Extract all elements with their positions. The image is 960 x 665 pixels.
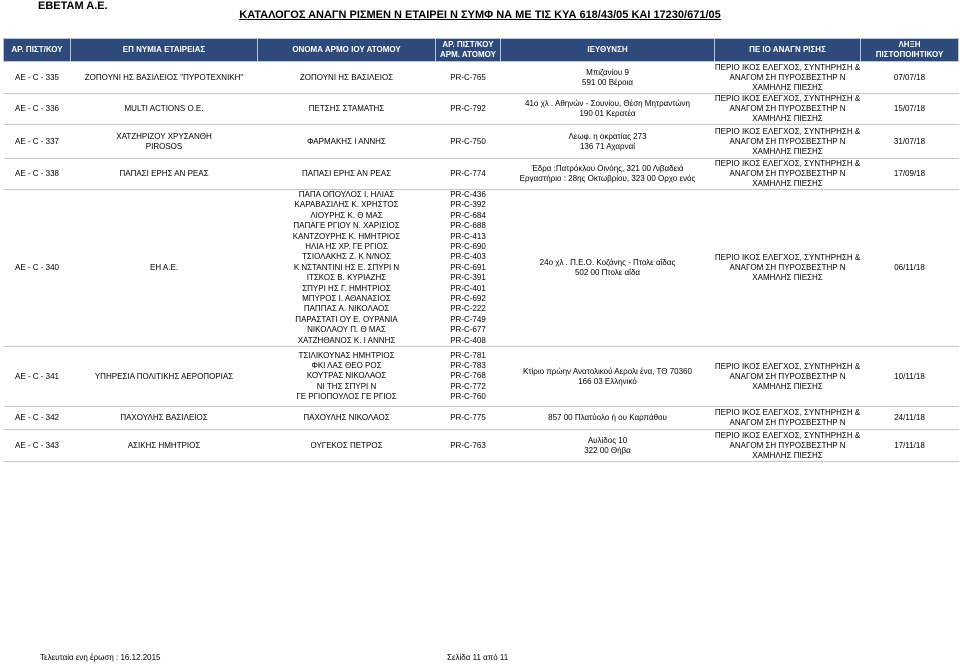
organization-name: ΕΒΕΤΑΜ Α.Ε. <box>38 0 108 12</box>
company-name: ΖΟΠΟΥΝΙ ΗΣ ΒΑΣΙΛΕΙΟΣ "ΠΥΡΟΤΕΧΝΙΚΗ" <box>71 62 258 94</box>
cert-number: ΑΕ - C - 343 <box>4 430 71 462</box>
address-line: Έδρα :Πατρόκλου Οινόης, 321 00 Λιβαδειά <box>531 164 684 173</box>
address-line: 591 00 Βέροια <box>582 77 633 87</box>
scope-line: ΧΑΜΗΛΗΣ ΠΙΕΣΗΣ <box>752 381 823 391</box>
responsible-person <box>258 190 436 347</box>
company-name: ΕΗ Α.Ε. <box>71 190 258 347</box>
person-cert-code: PR-C-765 <box>436 62 501 94</box>
scope-line: ΠΕΡΙΟ ΙΚΟΣ ΕΛΕΓΧΟΣ, ΣΥΝΤΗΡΗΣΗ & <box>714 62 861 72</box>
scope-line: ΠΕΡΙΟ ΙΚΟΣ ΕΛΕΓΧΟΣ, ΣΥΝΤΗΡΗΣΗ & <box>714 94 861 103</box>
code-line: PR-C-436 <box>450 190 486 199</box>
header-person-cert <box>436 39 501 62</box>
address-line: Μπιζανίου 9 <box>586 67 629 77</box>
code-line: PR-C-692 <box>450 294 486 304</box>
person-line: ΤΣΙΟΛΑΚΗΣ Ζ. Κ Ν/ΝΟΣ <box>302 252 391 262</box>
address-line: Λεωφ. η οκρατίας 273 <box>568 131 647 141</box>
code-line: PR-C-691 <box>450 262 486 272</box>
header-cert-no: ΑΡ. ΠΙΣΤ/ΚΟΥ <box>4 39 71 62</box>
table-row <box>4 190 959 347</box>
table-row <box>4 125 959 159</box>
code-line: PR-C-401 <box>450 283 486 293</box>
address <box>501 159 715 190</box>
responsible-person: ΠΕΤΣΗΣ ΣΤΑΜΑΤΗΣ <box>258 94 436 125</box>
expiry-date: 15/07/18 <box>861 94 959 125</box>
person-line: ΓΕ ΡΓΙΟΠΟΥΛΟΣ ΓΕ ΡΓΙΟΣ <box>296 392 397 402</box>
expiry-date: 06/11/18 <box>861 190 959 347</box>
header-person-cert-line: ΑΡ. ΠΙΣΤ/ΚΟΥ <box>442 40 494 49</box>
code-line: PR-C-688 <box>450 221 486 231</box>
person-line: ΠΑΠΠΑΣ Α. ΝΙΚΟΛΑΟΣ <box>303 304 390 314</box>
table-row <box>4 94 959 125</box>
header-expiry-line: ΠΙΣΤΟΠΟΙΗΤΙΚΟΥ <box>875 50 944 59</box>
cert-number: ΑΕ - C - 338 <box>4 159 71 190</box>
expiry-date: 10/11/18 <box>861 347 959 407</box>
scope-line: ΑΝΑΓΟΜ ΣΗ ΠΥΡΟΣΒΕΣΤΗΡ Ν <box>729 169 846 178</box>
cert-number: ΑΕ - C - 342 <box>4 407 71 430</box>
person-cert-code <box>436 347 501 407</box>
recognition-scope <box>715 347 861 407</box>
code-line: PR-C-772 <box>450 381 486 391</box>
person-line: ΚΟΥΤΡΑΣ ΝΙΚΟΛΑΟΣ <box>306 371 387 381</box>
person-cert-code: PR-C-750 <box>436 125 501 159</box>
registry-table <box>3 38 959 462</box>
company-name-line: PIROSOS <box>145 141 183 151</box>
last-updated: Τελευταία ενη έρωση : 16.12.2015 <box>40 653 161 662</box>
cert-number: ΑΕ - C - 337 <box>4 125 71 159</box>
cert-number: ΑΕ - C - 335 <box>4 62 71 94</box>
header-person: ΟΝΟΜΑ ΑΡΜΟ ΙΟΥ ΑΤΟΜΟΥ <box>258 39 436 62</box>
table-row <box>4 62 959 94</box>
code-line: PR-C-768 <box>450 371 486 381</box>
address-line: 502 00 Πτολε αΐδα <box>574 268 641 278</box>
document-title: ΚΑΤΑΛΟΓΟΣ ΑΝΑΓΝ ΡΙΣΜΕΝ Ν ΕΤΑΙΡΕΙ Ν ΣΥΜΦ ΝΑ ΜΕ ΤΙΣ ΚΥΑ 618/43/05 ΚΑΙ 17230/671/05 <box>239 9 721 21</box>
person-line: ΠΑΡΑΣΤΑΤΙ ΟΥ Ε. ΟΥΡΑΝΙΑ <box>295 314 398 324</box>
address <box>501 94 715 125</box>
table-row <box>4 159 959 190</box>
scope-line: ΧΑΜΗΛΗΣ ΠΙΕΣΗΣ <box>752 273 823 283</box>
person-line: ΦΚΙ ΛΑΣ ΘΕΟ ΡΟΣ <box>311 360 382 370</box>
scope-line: ΧΑΜΗΛΗΣ ΠΙΕΣΗΣ <box>752 450 823 460</box>
scope-line: ΧΑΜΗΛΗΣ ΠΙΕΣΗΣ <box>752 146 823 156</box>
address-line: 166 03 Ελληνικό <box>578 376 637 386</box>
scope-line: ΠΕΡΙΟ ΙΚΟΣ ΕΛΕΓΧΟΣ, ΣΥΝΤΗΡΗΣΗ & <box>714 430 861 440</box>
person-cert-code: PR-C-763 <box>436 430 501 462</box>
table-row <box>4 407 959 430</box>
code-line: PR-C-781 <box>450 350 486 360</box>
header-scope: ΠΕ ΙΟ ΑΝΑΓΝ ΡΙΣΗΣ <box>715 39 861 62</box>
person-line: ΗΛΙΑ ΗΣ ΧΡ. ΓΕ ΡΓΙΟΣ <box>305 242 388 252</box>
code-line: PR-C-392 <box>450 200 486 210</box>
scope-line: ΠΕΡΙΟ ΙΚΟΣ ΕΛΕΓΧΟΣ, ΣΥΝΤΗΡΗΣΗ & <box>714 408 861 418</box>
person-line: ΙΤΣΚΟΣ Β. ΚΥΡΙΑΖΗΣ <box>306 273 387 283</box>
scope-line: ΧΑΜΗΛΗΣ ΠΙΕΣΗΣ <box>752 179 823 188</box>
company-name: ΥΠΗΡΕΣΙΑ ΠΟΛΙΤΙΚΗΣ ΑΕΡΟΠΟΡΙΑΣ <box>71 347 258 407</box>
scope-line: ΑΝΑΓΟΜ ΣΗ ΠΥΡΟΣΒΕΣΤΗΡ Ν <box>729 371 846 381</box>
scope-line: ΠΕΡΙΟ ΙΚΟΣ ΕΛΕΓΧΟΣ, ΣΥΝΤΗΡΗΣΗ & <box>714 159 861 168</box>
responsible-person <box>258 347 436 407</box>
address <box>501 430 715 462</box>
code-line: PR-C-222 <box>450 304 486 314</box>
code-line: PR-C-749 <box>450 314 486 324</box>
scope-line: ΑΝΑΓΟΜ ΣΗ ΠΥΡΟΣΒΕΣΤΗΡ Ν <box>729 263 846 273</box>
person-line: ΚΑΝΤΖΟΥΡΗΣ Κ. ΗΜΗΤΡΙΟΣ <box>292 231 401 241</box>
header-person-cert-line: ΑΡΜ. ΑΤΟΜΟΥ <box>439 50 496 59</box>
code-line: PR-C-408 <box>450 335 486 345</box>
header-company: ΕΠ ΝΥΜΙΑ ΕΤΑΙΡΕΙΑΣ <box>71 39 258 62</box>
expiry-date: 31/07/18 <box>861 125 959 159</box>
company-name: ΠΑΧΟΥΛΗΣ ΒΑΣΙΛΕΙΟΣ <box>71 407 258 430</box>
recognition-scope <box>715 159 861 190</box>
code-line: PR-C-760 <box>450 392 486 402</box>
person-cert-code <box>436 190 501 347</box>
expiry-date: 17/09/18 <box>861 159 959 190</box>
code-line: PR-C-684 <box>450 210 486 220</box>
scope-line: ΠΕΡΙΟ ΙΚΟΣ ΕΛΕΓΧΟΣ, ΣΥΝΤΗΡΗΣΗ & <box>714 253 861 263</box>
address-line: Αυλίδος 10 <box>587 435 628 445</box>
address-line: Εργαστήριο : 28ης Οκτωβρίου, 323 00 Ορχο ενός <box>519 174 696 183</box>
person-cert-code: PR-C-775 <box>436 407 501 430</box>
person-line: ΠΑΠΑΓΕ ΡΓΙΟΥ Ν. ΧΑΡΙΣΙΟΣ <box>293 221 400 231</box>
scope-line: ΑΝΑΓΟΜ ΣΗ ΠΥΡΟΣΒΕΣΤΗΡ Ν <box>729 104 846 113</box>
recognition-scope <box>715 125 861 159</box>
address-line: 24ο χλ . Π.Ε.Ο. Κοζάνης - Πτολε αΐδας <box>539 258 676 268</box>
responsible-person: ΦΑΡΜΑΚΗΣ Ι ΑΝΝΗΣ <box>258 125 436 159</box>
cert-number: ΑΕ - C - 336 <box>4 94 71 125</box>
scope-line: ΑΝΑΓΟΜ ΣΗ ΠΥΡΟΣΒΕΣΤΗΡ Ν <box>729 72 846 82</box>
cert-number: ΑΕ - C - 341 <box>4 347 71 407</box>
page-number: Σελίδα 11 από 11 <box>447 653 509 662</box>
responsible-person: ΠΑΧΟΥΛΗΣ ΝΙΚΟΛΑΟΣ <box>258 407 436 430</box>
responsible-person: ΖΟΠΟΥΝΙ ΗΣ ΒΑΣΙΛΕΙΟΣ <box>258 62 436 94</box>
person-line: ΤΣΙΛΙΚΟΥΝΑΣ ΗΜΗΤΡΙΟΣ <box>298 350 395 360</box>
scope-line: ΠΕΡΙΟ ΙΚΟΣ ΕΛΕΓΧΟΣ, ΣΥΝΤΗΡΗΣΗ & <box>714 126 861 136</box>
recognition-scope <box>715 62 861 94</box>
code-line: PR-C-403 <box>450 252 486 262</box>
address <box>501 407 715 430</box>
company-name: ΑΣΙΚΗΣ ΗΜΗΤΡΙΟΣ <box>71 430 258 462</box>
recognition-scope <box>715 430 861 462</box>
person-line: ΠΑΠΑ ΟΠΟΥΛΟΣ Ι. ΗΛΙΑΣ <box>298 190 395 199</box>
address <box>501 190 715 347</box>
recognition-scope <box>715 190 861 347</box>
company-name: ΠΑΠΑΣΙ ΕΡΗΣ ΑΝ ΡΕΑΣ <box>71 159 258 190</box>
expiry-date: 24/11/18 <box>861 407 959 430</box>
header-expiry <box>861 39 959 62</box>
scope-line: ΑΝΑΓΟΜ ΣΗ ΠΥΡΟΣΒΕΣΤΗΡ Ν <box>729 136 846 146</box>
table-row <box>4 430 959 462</box>
person-cert-code: PR-C-792 <box>436 94 501 125</box>
recognition-scope <box>715 94 861 125</box>
table-row <box>4 347 959 407</box>
code-line: PR-C-783 <box>450 360 486 370</box>
address-line: 136 71 Αχαρναί <box>579 141 635 151</box>
person-line: ΝΙ ΤΗΣ ΣΠΥΡΙ Ν <box>316 381 377 391</box>
scope-line: ΧΑΜΗΛΗΣ ΠΙΕΣΗΣ <box>752 82 823 92</box>
scope-line: ΠΕΡΙΟ ΙΚΟΣ ΕΛΕΓΧΟΣ, ΣΥΝΤΗΡΗΣΗ & <box>714 361 861 371</box>
address <box>501 62 715 94</box>
code-line: PR-C-677 <box>450 325 486 335</box>
scope-line: ΑΝΑΓΟΜ ΣΗ ΠΥΡΟΣΒΕΣΤΗΡ Ν <box>729 440 846 450</box>
person-line: ΚΑΡΑΒΑΣΙΛΗΣ Κ. ΧΡΗΣΤΟΣ <box>294 200 399 210</box>
person-cert-code: PR-C-774 <box>436 159 501 190</box>
header-expiry-line: ΛΗΞΗ <box>898 40 921 49</box>
code-line: PR-C-690 <box>450 242 486 252</box>
code-line: PR-C-413 <box>450 231 486 241</box>
address <box>501 125 715 159</box>
responsible-person: ΠΑΠΑΣΙ ΕΡΗΣ ΑΝ ΡΕΑΣ <box>258 159 436 190</box>
address-line: 190 01 Κερατέα <box>579 109 636 118</box>
header-address: ΙΕΥΘΥΝΣΗ <box>501 39 715 62</box>
table-header-row <box>4 39 959 62</box>
address-line: 322 00 Θήβα <box>584 445 631 455</box>
cert-number: ΑΕ - C - 340 <box>4 190 71 347</box>
recognition-scope <box>715 407 861 430</box>
address <box>501 347 715 407</box>
address-line: 41ο χλ . Αθηνών - Σουνίου, Θέση Μητραντώνη <box>525 99 690 108</box>
person-line: Κ ΝΣΤΑΝΤΙΝΙ ΗΣ Ε. ΣΠΥΡΙ Ν <box>293 262 400 272</box>
person-line: ΜΠΥΡΟΣ Ι. ΑΘΑΝΑΣΙΟΣ <box>302 294 391 304</box>
company-name-line: ΧΑΤΖΗΡΙΖΟΥ ΧΡΥΣΑΝΘΗ <box>116 131 212 141</box>
person-line: ΝΙΚΟΛΑΟΥ Π. Θ ΜΑΣ <box>307 325 386 335</box>
person-line: ΛΙΟΥΡΗΣ Κ. Θ ΜΑΣ <box>310 210 383 220</box>
address-line: 857 00 Πλατύολο ή ου Καρπάθου <box>548 413 667 423</box>
address-line: Κτίριο πρώην Ανατολικού Αερολι ένα, ΤΘ 70360 <box>523 366 692 376</box>
expiry-date: 07/07/18 <box>861 62 959 94</box>
person-line: ΣΠΥΡΙ ΗΣ Γ. ΗΜΗΤΡΙΟΣ <box>302 283 391 293</box>
code-line: PR-C-391 <box>450 273 486 283</box>
scope-line: ΑΝΑΓΟΜ ΣΗ ΠΥΡΟΣΒΕΣΤΗΡ Ν <box>729 418 846 428</box>
expiry-date: 17/11/18 <box>861 430 959 462</box>
person-line: ΧΑΤΖΗΘΑΝΟΣ Κ. Ι ΑΝΝΗΣ <box>297 335 396 345</box>
company-name <box>71 125 258 159</box>
scope-line: ΧΑΜΗΛΗΣ ΠΙΕΣΗΣ <box>752 114 823 123</box>
company-name: MULTI ACTIONS Ο.Ε. <box>71 94 258 125</box>
responsible-person: ΟΥΓΕΚΟΣ ΠΕΤΡΟΣ <box>258 430 436 462</box>
